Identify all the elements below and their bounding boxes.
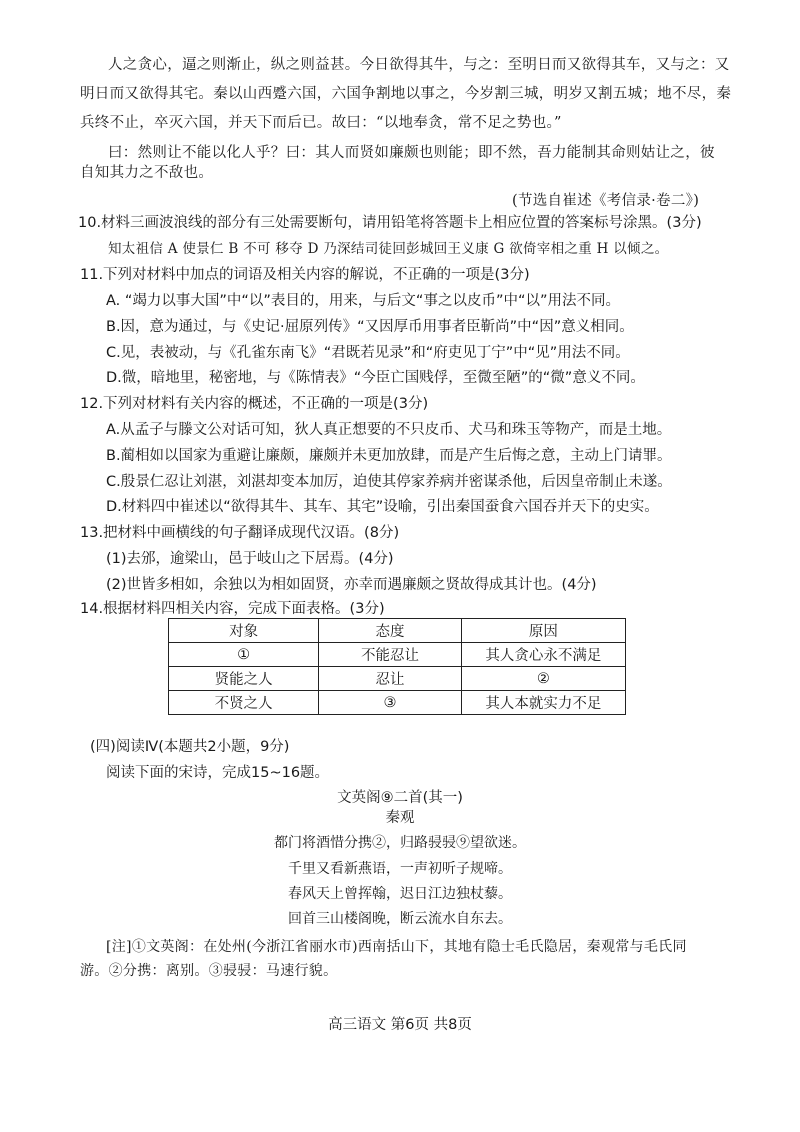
poem-line-1: 都门将酒惜分携②，归路骎骎⑨望欲迷。: [274, 835, 526, 851]
material4-line-2: 明日而又欲得其宅。秦以山西蹙六国，六国争割地以事之，今岁割三城，明岁又割五城；地不尽，秦: [80, 86, 732, 102]
poem-line-3: 春风天上曾挥翰，迟日江边独杖藜。: [288, 886, 512, 902]
table-cell: 其人贪心永不满足: [461, 643, 625, 667]
material4-source: (节选自崔述《考信录·卷二》): [512, 193, 700, 209]
table-cell: ②: [461, 667, 625, 691]
poem-line-2: 千里又看新燕语，一声初听子规啼。: [288, 861, 512, 877]
table-cell: ③: [319, 691, 461, 715]
q13-item-2: (2)世皆多相如，余独以为相如固贤，亦幸而遇廉颇之贤故得成其计也。(4分): [106, 577, 597, 593]
section4-instruction: 阅读下面的宋诗，完成15~16题。: [106, 765, 330, 781]
q13-item-1: (1)去邠，逾梁山，邑于岐山之下居焉。(4分): [106, 551, 394, 567]
table-cell: 忍让: [319, 667, 461, 691]
table-cell: 贤能之人: [169, 667, 319, 691]
section4-title: (四)阅读Ⅳ(本题共2小题，9分): [90, 739, 290, 755]
table-cell: ①: [169, 643, 319, 667]
table-header-cell: 原因: [461, 619, 625, 643]
page-footer: 高三语文 第6页 共8页: [328, 1017, 472, 1033]
poem-line-4: 回首三山楼阁晚，断云流水自东去。: [288, 911, 512, 927]
q13-stem: 13.把材料中画横线的句子翻译成现代汉语。(8分): [80, 525, 400, 541]
q11-option-a: A. “竭力以事大国”中“以”表目的，用来，与后文“事之以皮币”中“以”用法不同。: [106, 293, 620, 309]
table-row: [169, 643, 626, 667]
table-cell: 不贤之人: [169, 691, 319, 715]
q11-option-b: B.因，意为通过，与《史记·屈原列传》“又因厚币用事者臣靳尚”中“因”意义相同。: [106, 319, 634, 335]
table-header-cell: 态度: [319, 619, 461, 643]
q12-stem: 12.下列对材料有关内容的概述，不正确的一项是(3分): [80, 396, 429, 412]
poem-note-2: 游。②分携：离别。③骎骎：马速行貌。: [80, 963, 338, 979]
q12-option-c: C.殷景仁忍让刘湛，刘湛却变本加厉，迫使其停家养病并密谋杀他，后因皇帝制止未遂。: [106, 474, 672, 490]
q10-text: 知太祖信 A 使景仁 B 不可 移夺 D 乃深结司徒回彭城回王义康 G 欲倚宰相之重 H 以倾之。: [108, 241, 669, 257]
material4-line-3: 兵终不止，卒灭六国，并天下而后已。故曰：“以地奉贪，常不足之势也。”: [80, 115, 562, 131]
q14-stem: 14.根据材料四相关内容，完成下面表格。(3分): [80, 601, 385, 617]
q12-option-b: B.蔺相如以国家为重避让廉颇，廉颇并未更加放肆，而是产生后悔之意，主动上门请罪。: [106, 448, 672, 464]
table-cell: 其人本就实力不足: [461, 691, 625, 715]
poem-author: 秦观: [385, 810, 415, 826]
q11-option-c: C.见，表被动，与《孔雀东南飞》“君既若见录”和“府吏见丁宁”中“见”用法不同。: [106, 345, 630, 361]
table-row: [169, 691, 626, 715]
material4-line-1: 人之贪心，逼之则渐止，纵之则益甚。今日欲得其牛，与之：至明日而又欲得其车，又与之：又: [108, 57, 730, 73]
table-row: [169, 667, 626, 691]
material4-line-5: 自知其力之不敌也。: [80, 165, 214, 181]
q11-option-d: D.微，暗地里，秘密地，与《陈情表》“今臣亡国贱俘，至微至陋”的“微”意义不同。: [106, 370, 645, 386]
poem-note-1: [注]①文英阁：在处州(今浙江省丽水市)西南括山下，其地有隐士毛氏隐居，秦观常与毛氏同: [106, 939, 687, 955]
material4-line-4: 曰：然则让不能以化人乎？曰：其人而贤如廉颇也则能；即不然，吾力能制其命则姑让之，彼: [108, 145, 715, 161]
poem-title: 文英阁⑨二首(其一): [337, 790, 463, 806]
q14-table: [168, 618, 626, 715]
q12-option-d: D.材料四中崔述以“欲得其牛、其车、其宅”设喻，引出秦国蚕食六国吞并天下的史实。: [106, 499, 659, 515]
table-cell: 不能忍让: [319, 643, 461, 667]
q11-stem: 11.下列对材料中加点的词语及相关内容的解说，不正确的一项是(3分): [80, 267, 530, 283]
q10-stem: 10.材料三画波浪线的部分有三处需要断句，请用铅笔将答题卡上相应位置的答案标号涂黑。(3分): [78, 215, 702, 231]
q12-option-a: A.从孟子与滕文公对话可知，狄人真正想要的不只皮币、犬马和珠玉等物产，而是土地。: [106, 422, 672, 438]
table-header-row: [169, 619, 626, 643]
table-header-cell: 对象: [169, 619, 319, 643]
